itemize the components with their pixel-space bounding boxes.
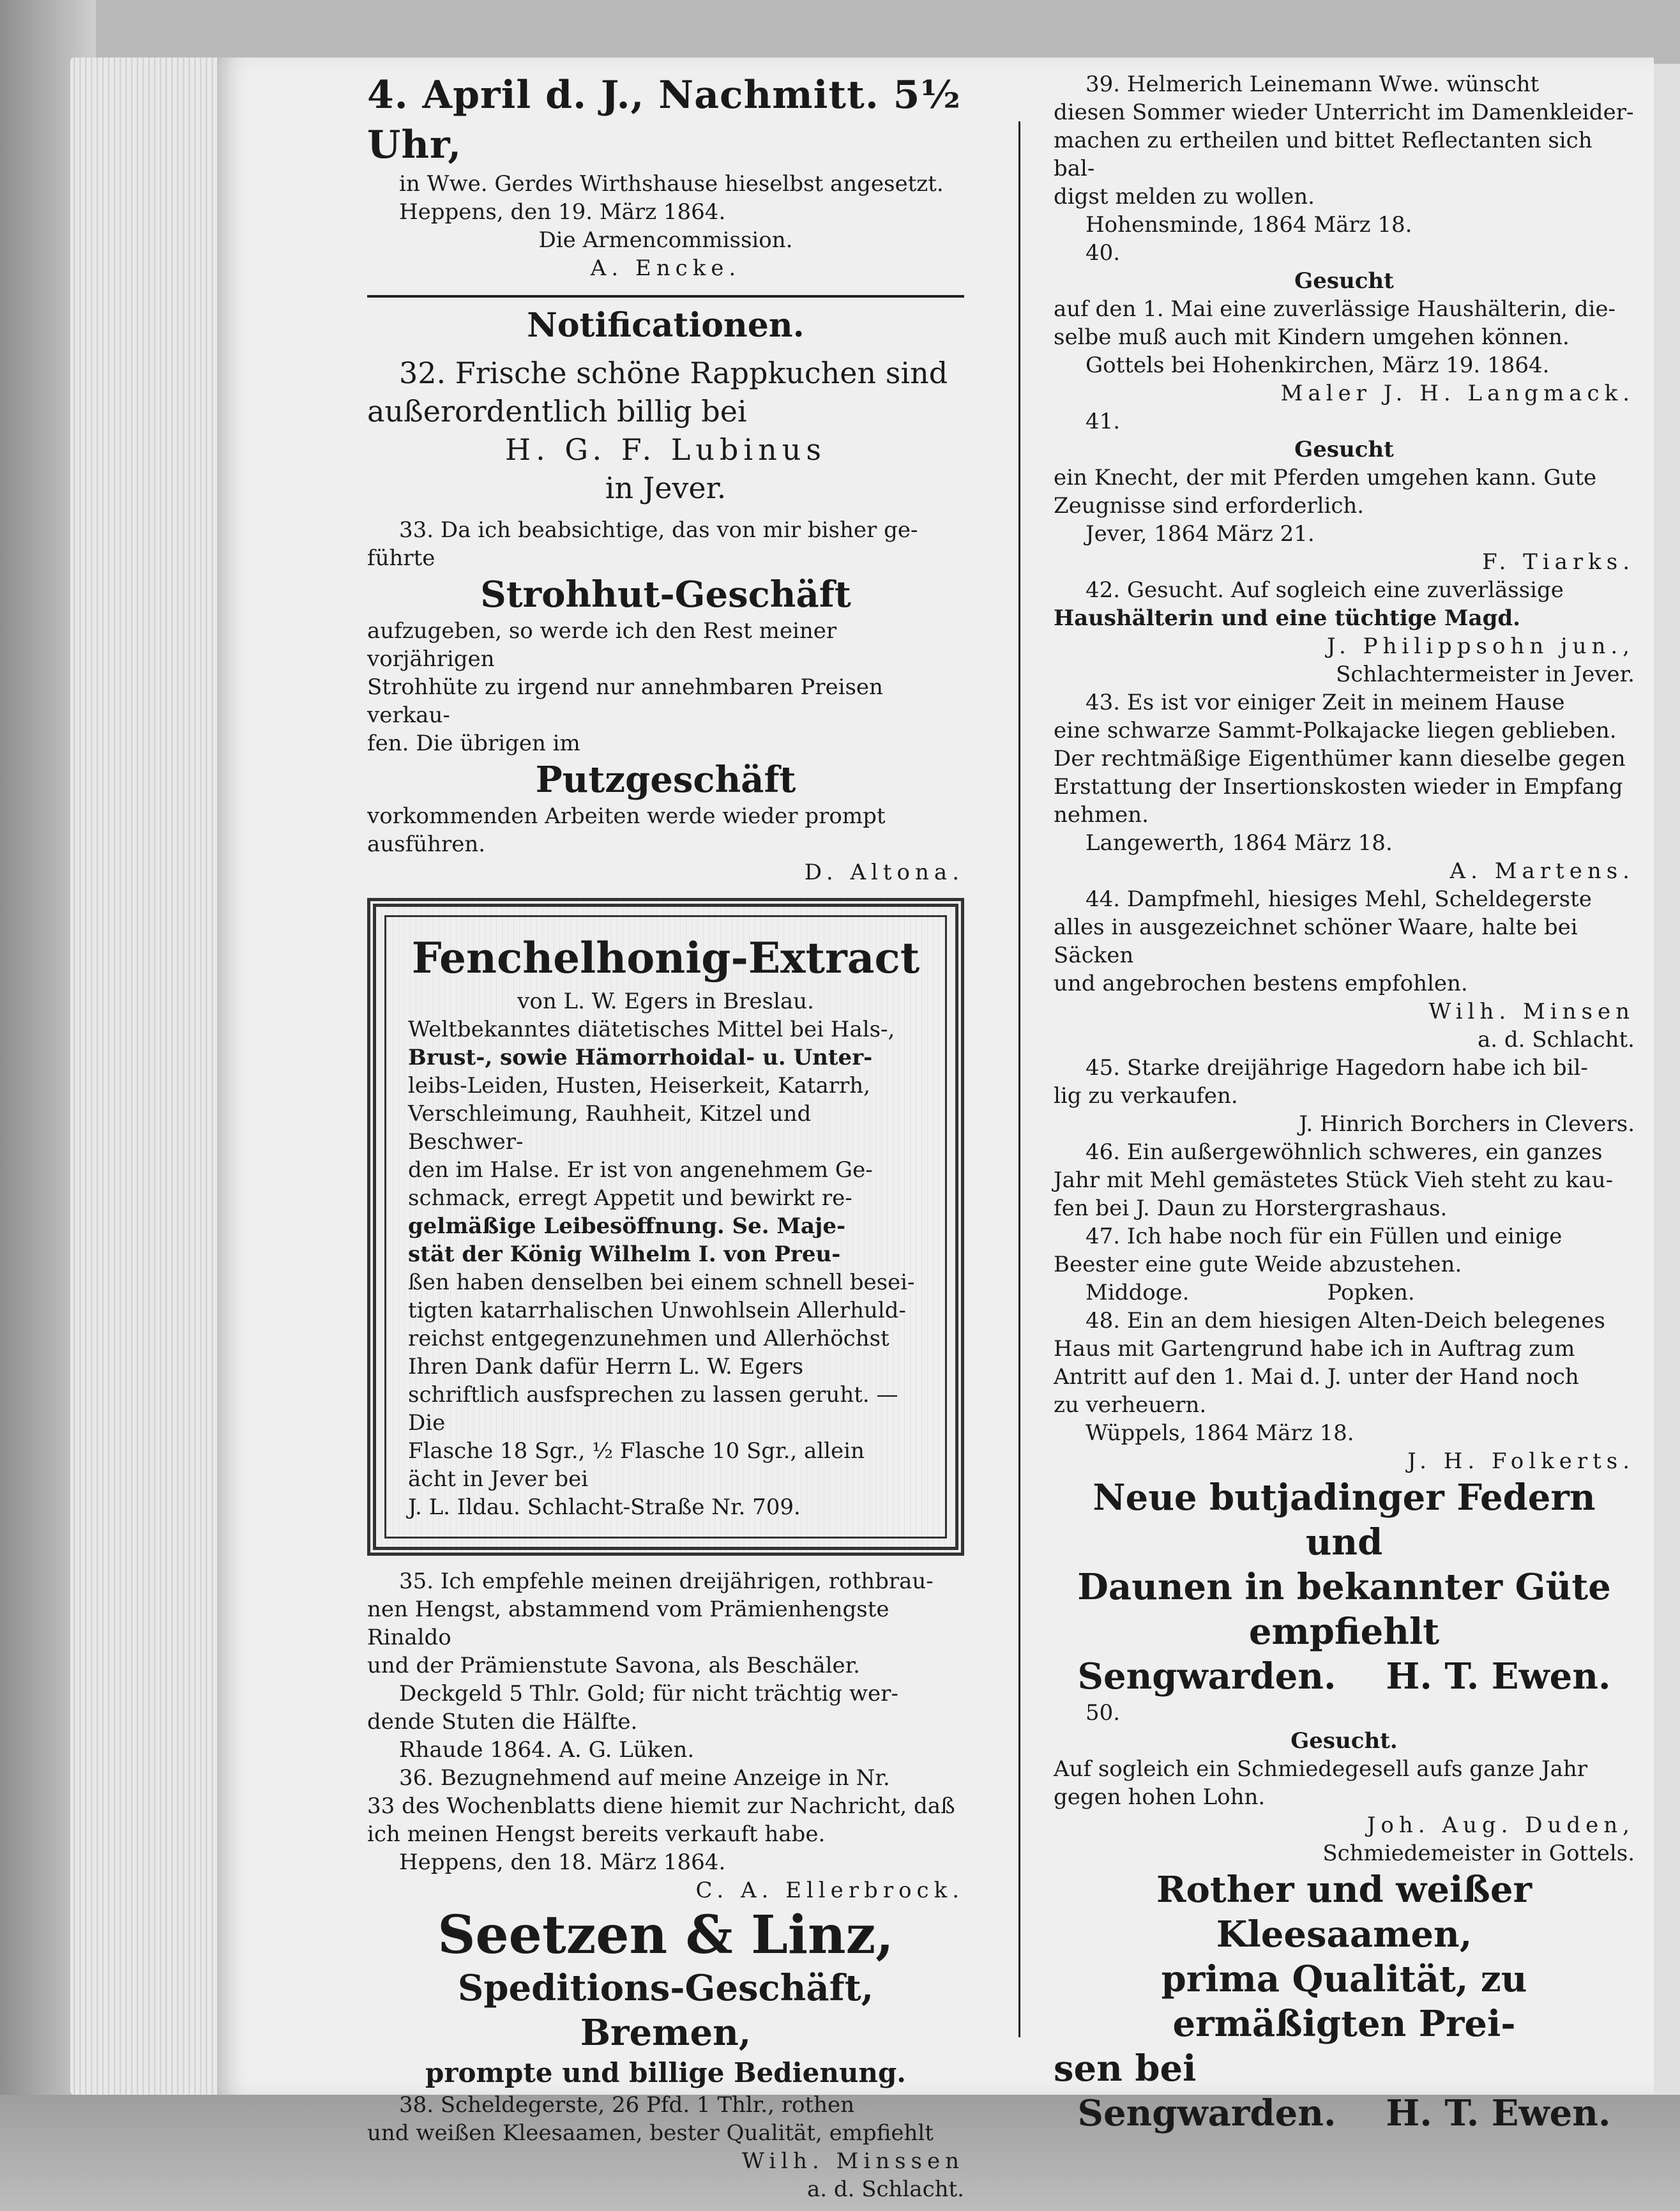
notice-36-line-1: 36. Bezugnehmend auf meine Anzeige in Nr. — [399, 1765, 890, 1791]
notice-33-line-2: führte — [367, 545, 435, 571]
notice-40-line-3: Gottels bei Hohenkirchen, März 19. 1864. — [1086, 353, 1550, 378]
notice-36-line-2: 33 des Wochenblatts diene hiemit zur Nachricht, daß — [367, 1793, 955, 1819]
advert-line-4: Verschleimung, Rauhheit, Kitzel und Beschwer- — [408, 1101, 812, 1155]
notice-33-line-1: 33. Da ich beabsichtige, das von mir bisher ge- — [399, 517, 918, 543]
notice-41-line-2: Zeugnisse sind erforderlich. — [1054, 493, 1365, 519]
auction-location: in Wwe. Gerdes Wirthshause hieselbst angesetzt. — [399, 171, 944, 197]
notice-44-location: a. d. Schlacht. — [1477, 1027, 1635, 1052]
notice-33-title: Strohhut-Geschäft — [480, 574, 851, 616]
auction-date-line: 4. April d. J., Nachmitt. 5½ Uhr, — [367, 73, 961, 167]
notice-43-line-4: Erstattung der Insertionskosten wieder in Empfang — [1054, 774, 1623, 800]
notice-39-line-1: 39. Helmerich Leinemann Wwe. wünscht — [1086, 72, 1540, 97]
advert-line-5: den im Halse. Er ist von angenehmem Ge- — [408, 1157, 873, 1183]
notice-44-signature: Wilh. Minsen — [1428, 999, 1635, 1024]
right-column — [1054, 70, 1635, 2136]
advert-line-16: J. L. Ildau. Schlacht-Straße Nr. 709. — [408, 1494, 801, 1520]
notice-32-line-4: in Jever. — [605, 471, 727, 505]
advert-title: Fenchelhonig-Extract — [411, 933, 920, 983]
notice-35-line-2: nen Hengst, abstammend vom Prämienhengste Rinaldo — [367, 1597, 889, 1650]
ewen-advert-2-line-3: sen bei — [1054, 2048, 1197, 2090]
notice-45-line-1: 45. Starke dreijährige Hagedorn habe ich bil- — [1086, 1055, 1588, 1081]
notice-50-number: 50. — [1086, 1700, 1121, 1726]
seetzen-line-3: prompte und billige Bedienung. — [425, 2057, 906, 2088]
notice-41-line-3: Jever, 1864 März 21. — [1086, 521, 1315, 547]
notice-50-title: Schmiedemeister in Gottels. — [1322, 1841, 1635, 1866]
advert-line-15: ächt in Jever bei — [408, 1466, 589, 1492]
ewen-advert-1-line-3: Sengwarden. H. T. Ewen. — [1077, 1655, 1611, 1698]
notice-43-line-6: Langewerth, 1864 März 18. — [1086, 830, 1393, 856]
notice-35-line-4: Deckgeld 5 Thlr. Gold; für nicht trächtig wer- — [399, 1681, 898, 1706]
notice-32-line-1: 32. Frische schöne Rappkuchen sind — [399, 356, 948, 390]
advert-line-3: leibs-Leiden, Husten, Heiserkeit, Katarrh, — [408, 1073, 870, 1098]
page-stack — [70, 57, 217, 2095]
advert-line-1: Weltbekanntes diätetisches Mittel bei Hals-, — [408, 1017, 895, 1042]
notice-43-line-5: nehmen. — [1054, 802, 1149, 828]
notice-42-line-1: 42. Gesucht. Auf sogleich eine zuverlässige — [1086, 577, 1564, 603]
notice-39-line-4: digst melden zu wollen. — [1054, 184, 1315, 209]
ewen-advert-2-line-2: prima Qualität, zu ermäßigten Prei- — [1161, 1958, 1527, 2045]
notice-35-line-3: und der Prämienstute Savona, als Beschäler. — [367, 1653, 860, 1678]
notice-40-signature: Maler J. H. Langmack. — [1280, 381, 1635, 406]
notice-38-line-4: a. d. Schlacht. — [806, 2177, 964, 2202]
advert-line-13: schriftlich ausfsprechen zu lassen geruht. — Die — [408, 1382, 898, 1436]
next-page-edge — [1654, 64, 1680, 2108]
auction-place-date: Heppens, den 19. März 1864. — [399, 199, 726, 225]
notice-48-signature: J. H. Folkerts. — [1407, 1448, 1635, 1474]
notice-43-line-2: eine schwarze Sammt-Polkajacke liegen geblieben. — [1054, 718, 1617, 743]
notice-35-line-6: Rhaude 1864. A. G. Lüken. — [399, 1737, 695, 1763]
notice-47-line-2: Beester eine gute Weide abzustehen. — [1054, 1252, 1462, 1277]
column-divider — [1018, 121, 1020, 2037]
ewen-advert-1-line-1: Neue butjadinger Federn und — [1093, 1477, 1596, 1563]
notice-50-heading: Gesucht. — [1290, 1728, 1398, 1754]
ewen-advert-2-line-1: Rother und weißer Kleesaamen, — [1156, 1869, 1532, 1956]
fenchelhonig-advert — [367, 898, 964, 1556]
seetzen-title: Seetzen & Linz, — [437, 1904, 894, 1966]
advert-line-14: Flasche 18 Sgr., ½ Flasche 10 Sgr., allein — [408, 1438, 865, 1464]
notice-35-line-5: dende Stuten die Hälfte. — [367, 1709, 638, 1735]
ewen-advert-2-line-4: Sengwarden. H. T. Ewen. — [1077, 2092, 1611, 2134]
notice-40-number: 40. — [1086, 240, 1121, 266]
notice-36-line-4: Heppens, den 18. März 1864. — [399, 1850, 726, 1875]
notice-36-line-3: ich meinen Hengst bereits verkauft habe. — [367, 1821, 826, 1847]
notice-42-title: Schlachtermeister in Jever. — [1336, 662, 1635, 687]
notice-42-line-2: Haushälterin und eine tüchtige Magd. — [1054, 605, 1520, 631]
advert-line-7: gelmäßige Leibesöffnung. Se. Maje- — [408, 1213, 846, 1239]
notice-39-line-2: diesen Sommer wieder Unterricht im Damenkleider- — [1054, 100, 1634, 125]
notice-48-line-2: Haus mit Gartengrund habe ich in Auftrag zum — [1054, 1336, 1575, 1362]
notice-32-line-2: außerordentlich billig bei — [367, 394, 747, 429]
notice-39-line-3: machen zu ertheilen und bittet Reflectanten sich bal- — [1054, 128, 1593, 181]
advert-line-0: von L. W. Egers in Breslau. — [517, 989, 814, 1014]
notice-50-signature: Joh. Aug. Duden, — [1366, 1812, 1635, 1838]
notice-39-line-5: Hohensminde, 1864 März 18. — [1086, 212, 1412, 238]
notice-47-line-3: Middoge. Popken. — [1086, 1280, 1415, 1305]
section-rule — [367, 295, 964, 298]
notice-41-number: 41. — [1086, 409, 1121, 434]
notice-40-line-1: auf den 1. Mai eine zuverlässige Haushälterin, die- — [1054, 296, 1616, 322]
seetzen-line-1: Speditions-Geschäft, — [457, 1967, 874, 2009]
notice-42-signature: J. Philippsohn jun., — [1326, 634, 1635, 659]
left-column — [367, 70, 964, 2203]
ewen-advert-1-line-2: Daunen in bekannter Güte empfiehlt — [1077, 1566, 1611, 1653]
advert-line-9: ßen haben denselben bei einem schnell besei- — [408, 1270, 915, 1295]
auction-signature: A. Encke. — [590, 255, 741, 281]
notice-33-end-1: vorkommenden Arbeiten werde wieder prompt ausführen. — [367, 803, 886, 857]
notice-40-line-2: selbe muß auch mit Kindern umgehen können. — [1054, 324, 1570, 350]
notice-43-line-3: Der rechtmäßige Eigenthümer kann dieselbe gegen — [1054, 746, 1626, 771]
advert-line-12: Ihren Dank dafür Herrn L. W. Egers — [408, 1354, 804, 1379]
notice-33-body-3: fen. Die übrigen im — [367, 731, 580, 756]
notice-48-line-1: 48. Ein an dem hiesigen Alten-Deich belegenes — [1086, 1308, 1605, 1333]
notice-41-line-1: ein Knecht, der mit Pferden umgehen kann. Gute — [1054, 465, 1597, 490]
notice-33-body-1: aufzugeben, so werde ich den Rest meiner vorjährigen — [367, 618, 837, 672]
notice-43-line-1: 43. Es ist vor einiger Zeit in meinem Hause — [1086, 690, 1565, 715]
notice-46-line-3: fen bei J. Daun zu Horstergrashaus. — [1054, 1196, 1448, 1221]
notice-47-line-1: 47. Ich habe noch für ein Füllen und einige — [1086, 1224, 1563, 1249]
notice-45-signature: J. Hinrich Borchers in Clevers. — [1299, 1111, 1635, 1137]
notice-38-line-3: Wilh. Minssen — [741, 2148, 964, 2174]
notice-40-heading: Gesucht — [1294, 268, 1394, 294]
notice-45-line-2: lig zu verkaufen. — [1054, 1083, 1238, 1109]
notice-46-line-1: 46. Ein außergewöhnlich schweres, ein ganzes — [1086, 1139, 1603, 1165]
auction-issuer: Die Armencommission. — [538, 227, 793, 253]
notice-32-line-3: H. G. F. Lubinus — [505, 432, 826, 467]
notice-36-signature: C. A. Ellerbrock. — [695, 1878, 964, 1903]
notice-33-signature: D. Altona. — [804, 860, 964, 885]
notice-41-signature: F. Tiarks. — [1482, 549, 1635, 575]
notice-48-line-5: Wüppels, 1864 März 18. — [1086, 1420, 1354, 1446]
notice-44-line-2: alles in ausgezeichnet schöner Waare, halte bei Säcken — [1054, 915, 1578, 968]
notice-50-line-1: Auf sogleich ein Schmiedegesell aufs ganze Jahr — [1054, 1756, 1588, 1782]
advert-line-11: reichst entgegenzunehmen und Allerhöchst — [408, 1326, 889, 1351]
notice-41-heading: Gesucht — [1294, 437, 1394, 462]
notice-35-line-1: 35. Ich empfehle meinen dreijährigen, rothbrau- — [399, 1569, 934, 1594]
notice-48-line-3: Antritt auf den 1. Mai d. J. unter der Hand noch — [1054, 1364, 1579, 1390]
advert-line-10: tigten katarrhalischen Unwohlsein Allerhuld- — [408, 1298, 906, 1323]
notice-44-line-3: und angebrochen bestens empfohlen. — [1054, 971, 1468, 996]
seetzen-line-2: Bremen, — [580, 2012, 752, 2054]
notice-46-line-2: Jahr mit Mehl gemästetes Stück Vieh steht zu kau- — [1054, 1167, 1614, 1193]
notice-50-line-2: gegen hohen Lohn. — [1054, 1784, 1266, 1810]
advert-line-2: Brust-, sowie Hämorrhoidal- u. Unter- — [408, 1045, 873, 1070]
notice-38-line-2: und weißen Kleesaamen, bester Qualität, empfiehlt — [367, 2120, 934, 2146]
advert-line-8: stät der König Wilhelm I. von Preu- — [408, 1242, 841, 1267]
notice-38-line-1: 38. Scheldegerste, 26 Pfd. 1 Thlr., rothen — [399, 2092, 855, 2118]
section-heading: Notificationen. — [527, 306, 805, 345]
notice-33-subtitle: Putzgeschäft — [535, 759, 796, 801]
notice-43-signature: A. Martens. — [1449, 858, 1635, 884]
advert-line-6: schmack, erregt Appetit und bewirkt re- — [408, 1185, 852, 1211]
notice-44-line-1: 44. Dampfmehl, hiesiges Mehl, Scheldegerste — [1086, 886, 1592, 912]
notice-33-body-2: Strohhüte zu irgend nur annehmbaren Preisen verkau- — [367, 674, 883, 728]
notice-48-line-4: zu verheuern. — [1054, 1392, 1207, 1418]
